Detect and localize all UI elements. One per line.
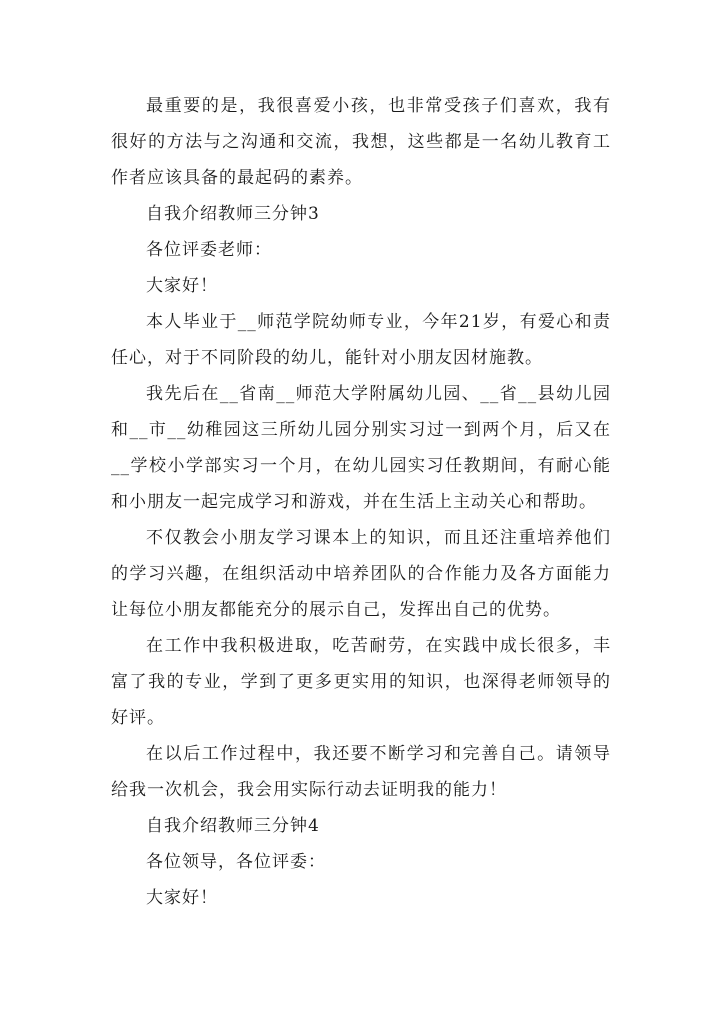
greeting-2: 大家好！: [146, 888, 218, 908]
paragraph-qualities: 最重要的是，我很喜爱小孩，也非常受孩子们喜欢，我有很好的方法与之沟通和交流，我想，这些都是一名幼儿教育工作者应该具备的最起码的素养。: [111, 96, 611, 188]
section-heading-4: 自我介绍教师三分钟4: [146, 816, 320, 836]
paragraph-work-attitude: 在工作中我积极进取，吃苦耐劳，在实践中成长很多，丰富了我的专业，学到了更多更实用的知识，也深得老师领导的好评。: [111, 636, 611, 728]
document-page: [111, 88, 611, 916]
salutation-leaders: 各位领导，各位评委：: [146, 852, 326, 872]
greeting: 大家好！: [146, 276, 218, 296]
salutation-judges: 各位评委老师：: [146, 240, 272, 260]
paragraph-closing: 在以后工作过程中，我还要不断学习和完善自己。请领导给我一次机会，我会用实际行动去证明我的能力！: [111, 744, 611, 800]
paragraph-internships: 我先后在__省南__师范大学附属幼儿园、__省__县幼儿园和__市__幼稚园这三所幼儿园分别实习过一到两个月，后又在__学校小学部实习一个月，在幼儿园实习任教期间，有耐心能和小朋友一起完成学习和游戏，并在生活上主动关心和帮助。: [111, 384, 611, 512]
paragraph-teaching: 不仅教会小朋友学习课本上的知识，而且还注重培养他们的学习兴趣，在组织活动中培养团队的合作能力及各方面能力让每位小朋友都能充分的展示自己，发挥出自己的优势。: [111, 528, 611, 620]
paragraph-education: 本人毕业于__师范学院幼师专业，今年21岁，有爱心和责任心，对于不同阶段的幼儿，能针对小朋友因材施教。: [111, 312, 611, 368]
section-heading-3: 自我介绍教师三分钟3: [146, 204, 320, 224]
